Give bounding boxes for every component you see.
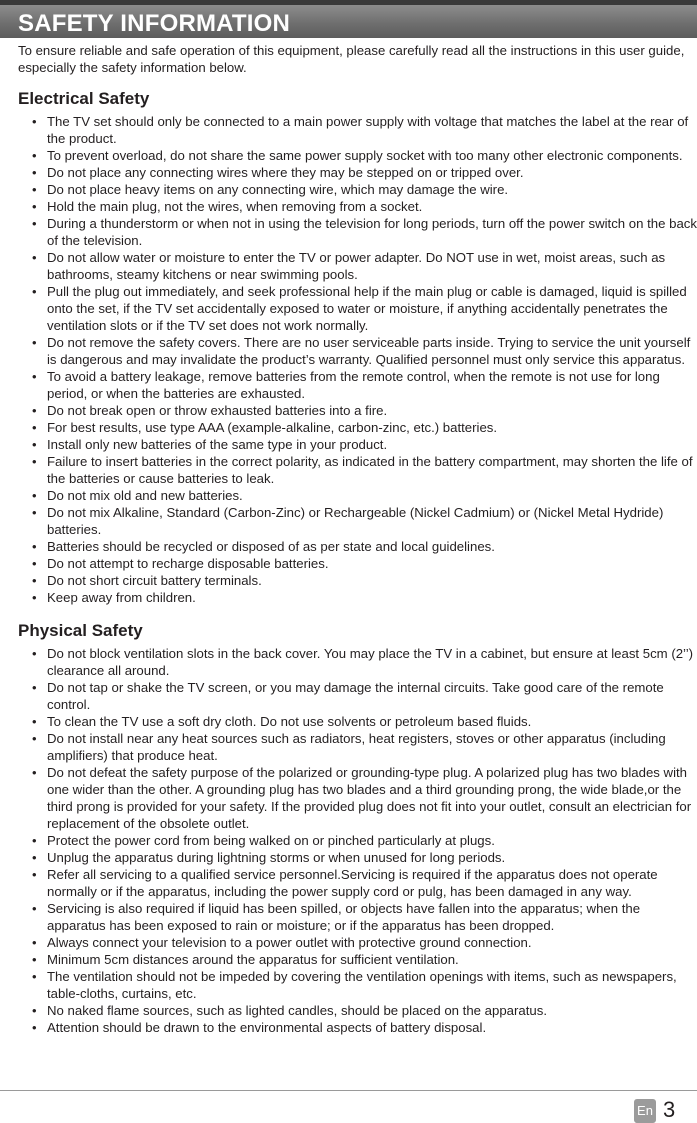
footer-rule [0, 1090, 697, 1091]
section-header-bar [0, 5, 697, 38]
list-item: • Unplug the apparatus during lightning storms or when unused for long periods. [18, 849, 697, 866]
list-item: • Always connect your television to a power outlet with protective ground connection. [18, 934, 697, 951]
list-item: • Do not remove the safety covers. There are no user serviceable parts inside. Trying to service the unit yourself is dangerous and may invalidate the product’s warranty. Qualified personnel must only service this apparatus. [18, 334, 697, 368]
list-item: • Do not break open or throw exhausted batteries into a fire. [18, 402, 697, 419]
list-item: • The TV set should only be connected to a main power supply with voltage that matches the label at the rear of the product. [18, 113, 697, 147]
list-item: • Refer all servicing to a qualified service personnel.Servicing is required if the apparatus does not operate normally or if the apparatus, including the power supply cord or pulg, has been damaged in any way. [18, 866, 697, 900]
list-item: • The ventilation should not be impeded by covering the ventilation openings with items, such as newspapers, table-cloths, curtains, etc. [18, 968, 697, 1002]
list-item: • Do not place any connecting wires where they may be stepped on or tripped over. [18, 164, 697, 181]
list-item: • For best results, use type AAA (example-alkaline, carbon-zinc, etc.) batteries. [18, 419, 697, 436]
list-item: • Do not block ventilation slots in the back cover. You may place the TV in a cabinet, but ensure at least 5cm (2’’) clearance all around. [18, 645, 697, 679]
list-item: • Do not allow water or moisture to enter the TV or power adapter. Do NOT use in wet, moist areas, such as bathrooms, steamy kitchens or near swimming pools. [18, 249, 697, 283]
list-item: • Do not mix Alkaline, Standard (Carbon-Zinc) or Rechargeable (Nickel Cadmium) or (Nickel Metal Hydride) batteries. [18, 504, 697, 538]
list-item: • Do not mix old and new batteries. [18, 487, 697, 504]
list-item: • Do not place heavy items on any connecting wire, which may damage the wire. [18, 181, 697, 198]
section-heading: Physical Safety [18, 621, 143, 640]
physical-safety-list [18, 645, 697, 1036]
intro-paragraph: To ensure reliable and safe operation of this equipment, please carefully read all the instructions in this user guide, especially the safety information below. [18, 43, 685, 75]
list-item: • No naked flame sources, such as lighted candles, should be placed on the apparatus. [18, 1002, 697, 1019]
list-item: • During a thunderstorm or when not in using the television for long periods, turn off the power switch on the back of the television. [18, 215, 697, 249]
list-item: • Do not short circuit battery terminals. [18, 572, 697, 589]
electrical-safety-list [18, 113, 697, 606]
list-item: • To prevent overload, do not share the same power supply socket with too many other electronic components. [18, 147, 697, 164]
list-item: • Do not defeat the safety purpose of the polarized or grounding-type plug. A polarized plug has two blades with one wider than the other. A grounding plug has two blades and a third grounding prong, the wide blade,or the third prong is provided for your safety. If the provided plug does not fit into your outlet, consult an electrician for replacement of the obsolete outlet. [18, 764, 697, 832]
list-item: • Do not tap or shake the TV screen, or you may damage the internal circuits. Take good care of the remote control. [18, 679, 697, 713]
page-content [18, 42, 697, 1036]
physical-safety-section [18, 620, 697, 1036]
list-item: • Failure to insert batteries in the correct polarity, as indicated in the battery compartment, may shorten the life of the batteries or cause batteries to leak. [18, 453, 697, 487]
list-item: • Attention should be drawn to the environmental aspects of battery disposal. [18, 1019, 697, 1036]
list-item: • To avoid a battery leakage, remove batteries from the remote control, when the remote is not use for long period, or when the batteries are exhausted. [18, 368, 697, 402]
section-heading: Electrical Safety [18, 89, 150, 108]
electrical-safety-section [18, 88, 697, 606]
page-number: 3 [663, 1097, 676, 1122]
list-item: • Minimum 5cm distances around the apparatus for sufficient ventilation. [18, 951, 697, 968]
list-item: • Pull the plug out immediately, and seek professional help if the main plug or cable is damaged, liquid is spilled onto the set, if the TV set accidentally exposed to water or moisture, if anything accidentally penetrates the ventilation slots or if the TV set does not work normally. [18, 283, 697, 334]
list-item: • Hold the main plug, not the wires, when removing from a socket. [18, 198, 697, 215]
list-item: • Protect the power cord from being walked on or pinched particularly at plugs. [18, 832, 697, 849]
page-title: SAFETY INFORMATION [18, 10, 291, 37]
list-item: • Keep away from children. [18, 589, 697, 606]
list-item: • Do not install near any heat sources such as radiators, heat registers, stoves or other apparatus (including amplifiers) that produce heat. [18, 730, 697, 764]
list-item: • To clean the TV use a soft dry cloth. Do not use solvents or petroleum based fluids. [18, 713, 697, 730]
list-item: • Install only new batteries of the same type in your product. [18, 436, 697, 453]
list-item: • Do not attempt to recharge disposable batteries. [18, 555, 697, 572]
language-badge: En [634, 1099, 656, 1123]
list-item: • Servicing is also required if liquid has been spilled, or objects have fallen into the apparatus; when the apparatus has been exposed to rain or moisture; or if the apparatus has been dropped. [18, 900, 697, 934]
list-item: • Batteries should be recycled or disposed of as per state and local guidelines. [18, 538, 697, 555]
